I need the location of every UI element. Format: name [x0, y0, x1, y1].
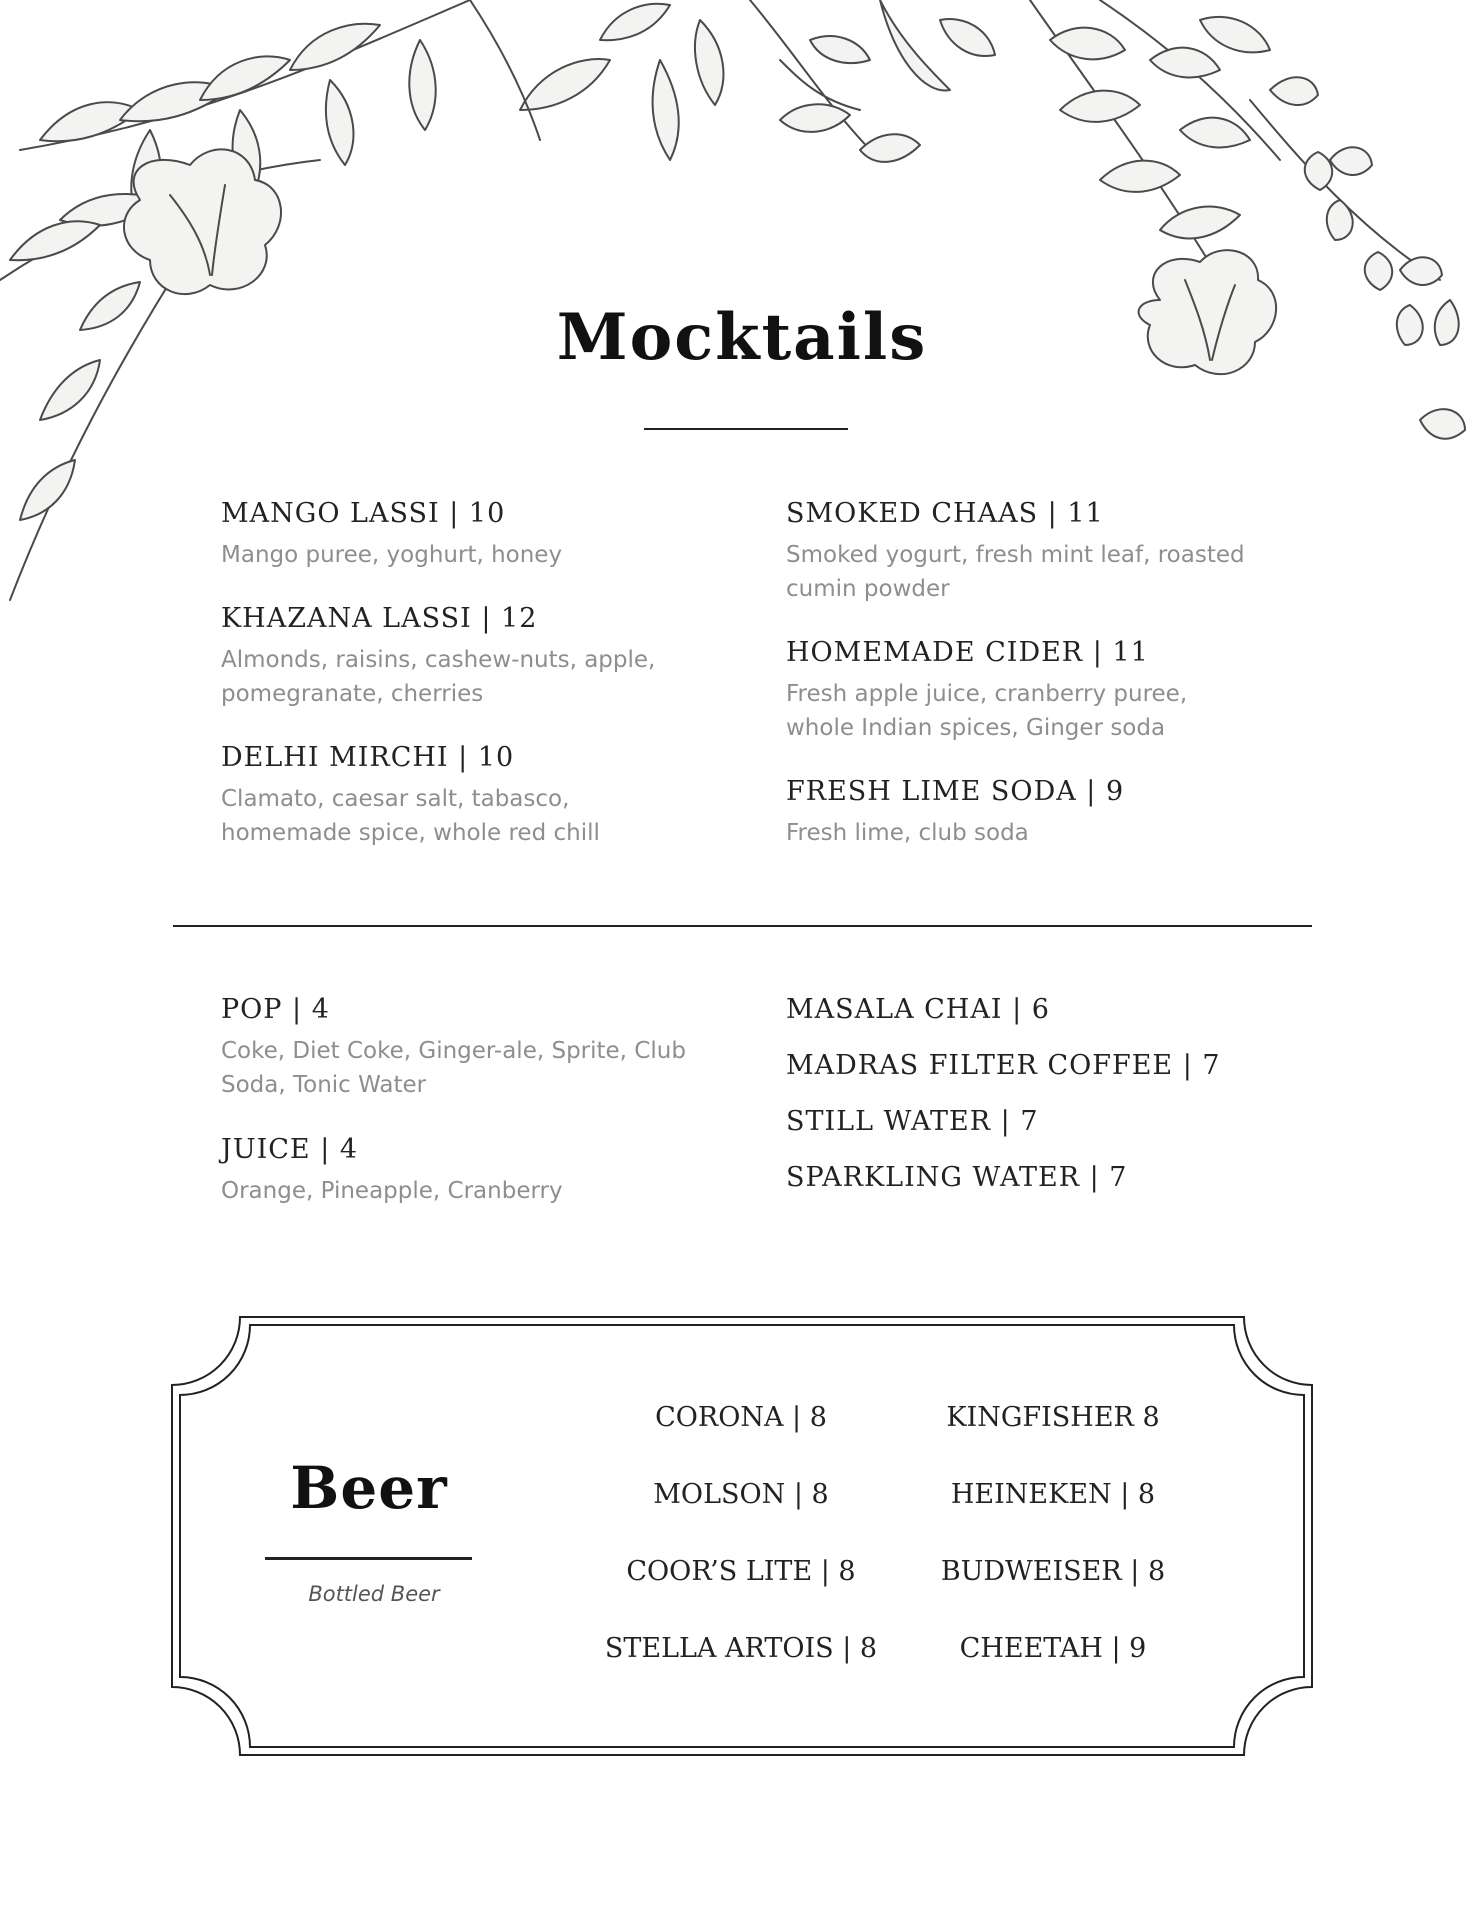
menu-item-description: Clamato, caesar salt, tabasco, homemade spice, whole red chill — [221, 786, 600, 846]
beer-item: STELLA ARTOIS | 8 — [604, 1633, 878, 1664]
beer-item: CHEETAH | 9 — [959, 1633, 1147, 1664]
menu-item-name: HOMEMADE CIDER | 11 — [786, 637, 1149, 668]
beer-item: CORONA | 8 — [655, 1402, 827, 1433]
menu-item-name: MASALA CHAI | 6 — [786, 994, 1050, 1025]
menu-item-description: Fresh apple juice, cranberry puree, whole Indian spices, Ginger soda — [786, 681, 1188, 741]
beer-item: KINGFISHER 8 — [946, 1402, 1160, 1433]
beer-item: BUDWEISER | 8 — [940, 1556, 1166, 1587]
beer-item: MOLSON | 8 — [653, 1479, 829, 1510]
menu-item-description: Orange, Pineapple, Cranberry — [221, 1178, 563, 1204]
menu-item-name: FRESH LIME SODA | 9 — [786, 776, 1125, 807]
menu-item-name: DELHI MIRCHI | 10 — [221, 742, 515, 773]
menu-item-description: Smoked yogurt, fresh mint leaf, roasted cumin powder — [786, 542, 1245, 602]
menu-item-name: KHAZANA LASSI | 12 — [221, 603, 538, 634]
menu-item-description: Almonds, raisins, cashew-nuts, apple, pomegranate, cherries — [221, 647, 656, 707]
beer-item: HEINEKEN | 8 — [950, 1479, 1156, 1510]
section-divider — [173, 925, 1312, 927]
title-divider — [644, 428, 848, 430]
menu-item-description: Mango puree, yoghurt, honey — [221, 542, 563, 568]
menu-item-description: Coke, Diet Coke, Ginger-ale, Sprite, Club Soda, Tonic Water — [221, 1038, 686, 1098]
beer-frame-border — [170, 1315, 1314, 1757]
menu-item-name: POP | 4 — [221, 994, 330, 1025]
menu-item-name: SMOKED CHAAS | 11 — [786, 498, 1104, 529]
menu-item-name: SPARKLING WATER | 7 — [786, 1162, 1128, 1193]
beer-title: Beer — [290, 1454, 448, 1522]
beer-item: COOR’S LITE | 8 — [626, 1556, 856, 1587]
menu-item-name: MADRAS FILTER COFFEE | 7 — [786, 1050, 1221, 1081]
menu-item-name: JUICE | 4 — [221, 1134, 359, 1165]
beer-subtitle: Bottled Beer — [308, 1582, 440, 1606]
menu-item-description: Fresh lime, club soda — [786, 820, 1029, 846]
menu-item-name: MANGO LASSI | 10 — [221, 498, 506, 529]
menu-item-name: STILL WATER | 7 — [786, 1106, 1039, 1137]
page-title: Mocktails — [556, 300, 928, 375]
beer-divider — [265, 1557, 472, 1560]
